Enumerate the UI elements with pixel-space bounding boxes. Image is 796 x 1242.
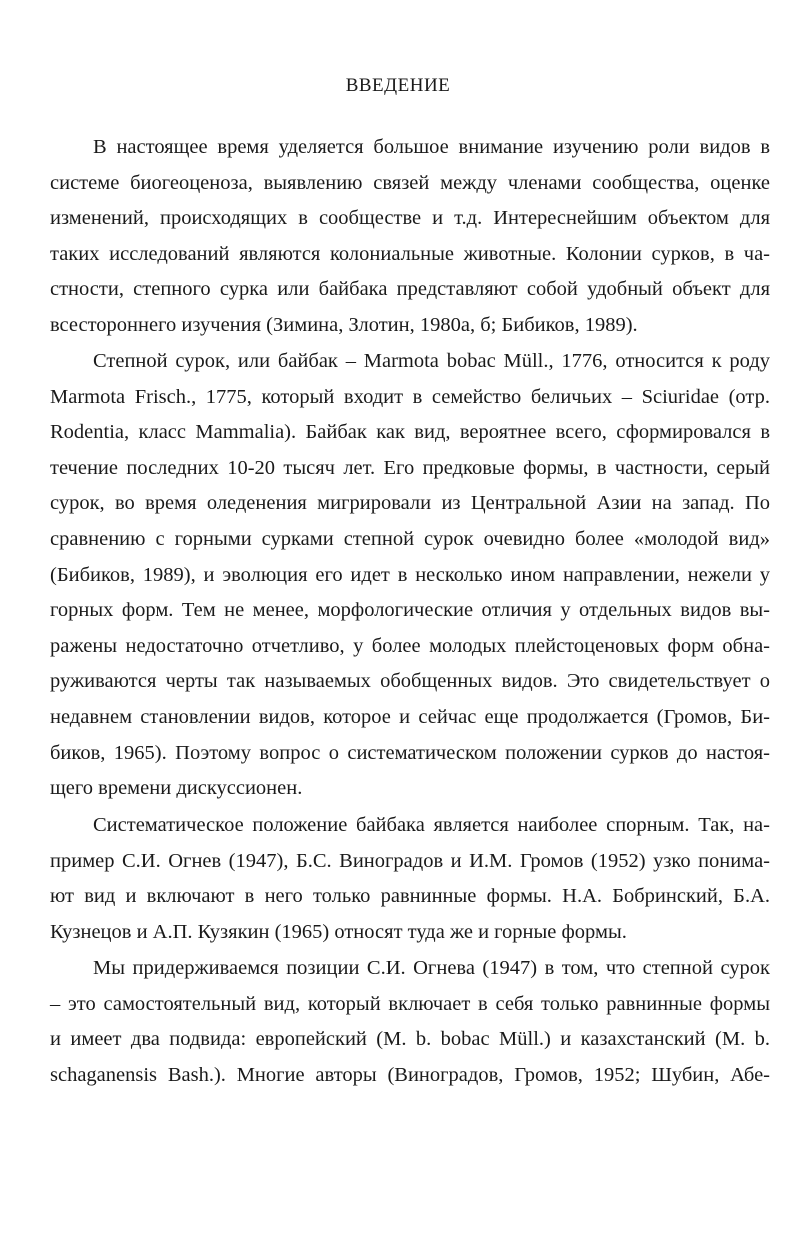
text-line: Мы придерживаемся позиции С.И. Огнева (1947) в том, что степной сурок (93, 957, 770, 979)
text-line: биков, 1965). Поэтому вопрос о систематическом положении сурков до настоя- (50, 742, 770, 764)
text-line: горных форм. Тем не менее, морфологические отличия у отдельных видов вы- (50, 599, 770, 621)
text-line: сравнению с горными сурками степной сурок очевидно более «молодой вид» (50, 528, 770, 550)
text-line: (Бибиков, 1989), и эволюция его идет в несколько ином направлении, нежели у (50, 564, 770, 586)
text-line: течение последних 10-20 тысяч лет. Его предковые формы, в частности, серый (50, 457, 770, 479)
page-title: ВВЕДЕНИЕ (345, 75, 451, 96)
text-line: Кузнецов и А.П. Кузякин (1965) относят туда же и горные формы. (50, 921, 627, 943)
text-line: и имеет два подвида: европейский (M. b. bobac Müll.) и казахстанский (M. b. (50, 1028, 770, 1050)
text-line: сурок, во время оледенения мигрировали из Центральной Азии на запад. По (50, 492, 770, 514)
text-line: щего времени дискуссионен. (50, 777, 303, 799)
text-line: пример С.И. Огнев (1947), Б.С. Виноградов и И.М. Громов (1952) узко понима- (50, 850, 770, 872)
text-line: руживаются черты так называемых обобщенных видов. Это свидетельствует о (50, 670, 770, 692)
text-line: системе биогеоценоза, выявлению связей между членами сообщества, оценке (50, 172, 770, 194)
text-line: Marmota Frisch., 1775, который входит в семейство беличьих – Sciuridae (отр. (50, 386, 770, 408)
text-line: Rodentia, класс Mammalia). Байбак как вид, вероятнее всего, сформировался в (50, 421, 770, 443)
text-line: всестороннего изучения (Зимина, Злотин, 1980а, б; Бибиков, 1989). (50, 314, 638, 336)
text-line: таких исследований являются колониальные животные. Колонии сурков, в ча- (50, 243, 770, 265)
text-line: стности, степного сурка или байбака представляют собой удобный объект для (50, 278, 770, 300)
text-line: schaganensis Bash.). Многие авторы (Виноградов, Громов, 1952; Шубин, Абе- (50, 1064, 770, 1086)
text-line: изменений, происходящих в сообществе и т.д. Интереснейшим объектом для (50, 207, 770, 229)
text-line: Степной сурок, или байбак – Marmota bobac Müll., 1776, относится к роду (93, 350, 770, 372)
text-line: ражены недостаточно отчетливо, у более молодых плейстоценовых форм обна- (50, 635, 770, 657)
text-line: недавнем становлении видов, которое и сейчас еще продолжается (Громов, Би- (50, 706, 770, 728)
text-line: В настоящее время уделяется большое внимание изучению роли видов в (93, 136, 770, 158)
text-line: Систематическое положение байбака является наиболее спорным. Так, на- (93, 814, 770, 836)
text-line: ют вид и включают в него только равнинные формы. Н.А. Бобринский, Б.А. (50, 885, 770, 907)
text-line: – это самостоятельный вид, который включает в себя только равнинные формы (50, 993, 770, 1015)
